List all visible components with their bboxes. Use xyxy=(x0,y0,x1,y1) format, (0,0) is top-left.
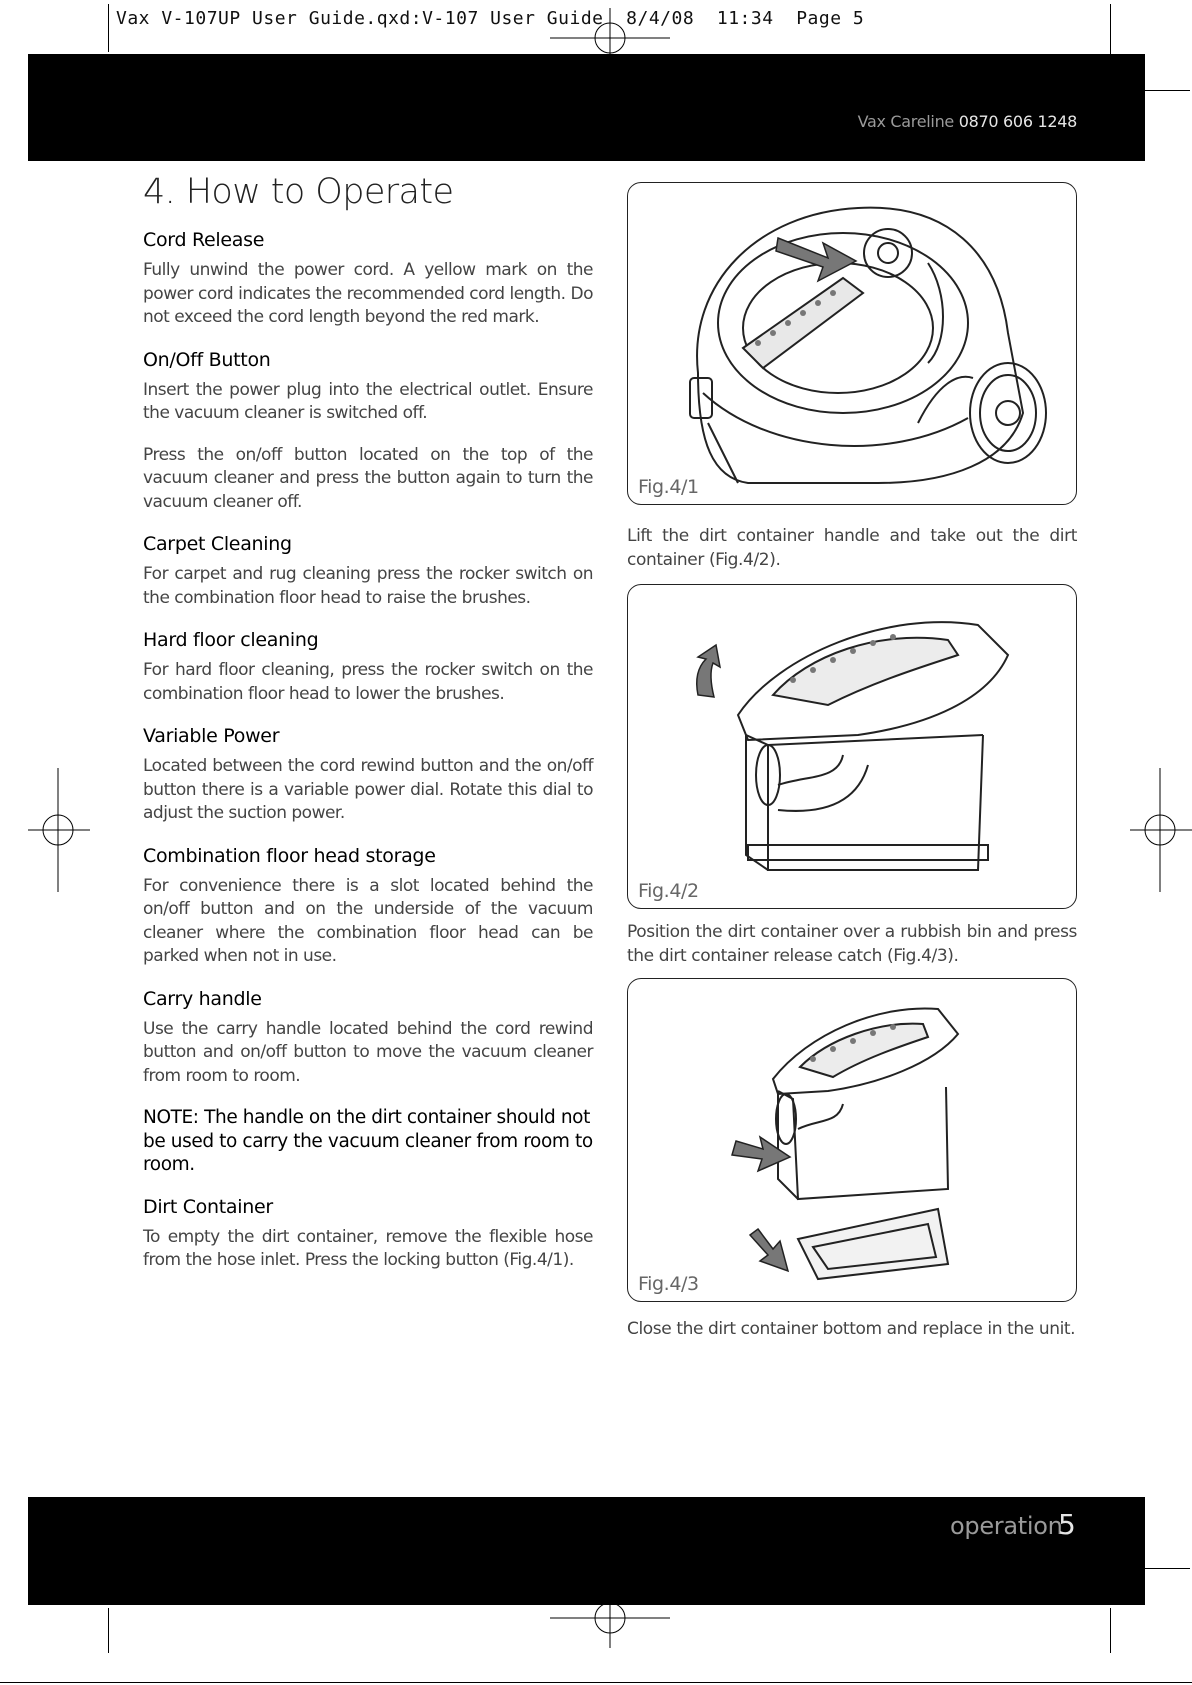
section-paragraph: Insert the power plug into the electrical outlet. Ensure the vacuum cleaner is switched off. xyxy=(143,379,593,423)
instructions-column xyxy=(143,172,593,1291)
section-dirt-container xyxy=(143,1195,593,1273)
section-heading: Dirt Container xyxy=(143,1195,273,1218)
section-cord-release xyxy=(143,228,593,330)
section-heading: Cord Release xyxy=(143,229,265,251)
figures-column xyxy=(627,182,1077,1342)
vacuum-cleaner-top-view-illustration xyxy=(628,183,1076,504)
section-heading: Hard floor cleaning xyxy=(143,629,319,651)
section-heading: Carpet Cleaning xyxy=(143,533,292,555)
figure-label: Fig.4/2 xyxy=(638,880,699,902)
section-paragraph: Fully unwind the power cord. A yellow mark on the power cord indicates the recommended cord length. Do not exceed the cord length beyond the red mark. xyxy=(143,260,593,327)
crop-mark xyxy=(108,1608,109,1653)
careline-label: Vax Careline xyxy=(857,112,954,131)
section-carpet-cleaning xyxy=(143,532,593,610)
page-number: 5 xyxy=(1058,1508,1076,1541)
crop-mark xyxy=(0,1682,1192,1683)
registration-mark-icon xyxy=(1130,768,1192,892)
figure-4-2 xyxy=(627,584,1077,909)
figure-caption: Lift the dirt container handle and take out the dirt container (Fig.4/2). xyxy=(627,526,1077,570)
section-heading: Carry handle xyxy=(143,987,262,1010)
safety-note: NOTE: The handle on the dirt container should not be used to carry the vacuum cleaner from room to room. xyxy=(143,1107,593,1175)
section-paragraph: Located between the cord rewind button and the on/off button there is a variable power dial. Rotate this dial to adjust the suction power. xyxy=(143,756,593,823)
figure-4-1 xyxy=(627,182,1077,505)
footer-section-word: operation xyxy=(950,1512,1063,1540)
section-variable-power xyxy=(143,724,593,826)
figure-label: Fig.4/1 xyxy=(638,476,699,498)
dirt-container-removal-illustration xyxy=(628,585,1076,908)
section-paragraph: Press the on/off button located on the top of the vacuum cleaner and press the button again to turn the vacuum cleaner off. xyxy=(143,444,593,512)
section-heading: Combination floor head storage xyxy=(143,844,436,867)
registration-mark-icon xyxy=(28,768,90,892)
crop-mark xyxy=(108,4,109,52)
figure-caption: Position the dirt container over a rubbish bin and press the dirt container release catch (Fig.4/3). xyxy=(627,922,1077,966)
section-paragraph: For hard floor cleaning, press the rocker switch on the combination floor head to lower the brushes. xyxy=(143,660,593,704)
dirt-container-emptying-illustration xyxy=(628,979,1076,1301)
figure-label: Fig.4/3 xyxy=(638,1273,699,1295)
section-paragraph: For convenience there is a slot located behind the on/off button and on the underside of the vacuum cleaner where the combination floor head can be parked when not in use. xyxy=(143,875,593,966)
section-paragraph: To empty the dirt container, remove the flexible hose from the hose inlet. Press the locking button (Fig.4/1). xyxy=(143,1226,593,1270)
print-slug-line: Vax V-107UP User Guide.qxd:V-107 User Guide 8/4/08 11:34 Page 5 xyxy=(116,8,865,29)
section-on-off-button xyxy=(143,348,593,515)
careline-info xyxy=(858,112,1077,131)
section-carry-handle xyxy=(143,987,593,1089)
page-title: 4. How to Operate xyxy=(143,172,454,212)
section-hard-floor-cleaning xyxy=(143,628,593,706)
section-heading: On/Off Button xyxy=(143,348,271,371)
section-paragraph: For carpet and rug cleaning press the rocker switch on the combination floor head to raise the brushes. xyxy=(143,564,593,608)
section-floor-head-storage xyxy=(143,844,593,969)
figure-4-3 xyxy=(627,978,1077,1302)
careline-number: 0870 606 1248 xyxy=(958,112,1077,131)
crop-mark xyxy=(1110,1608,1111,1653)
section-heading: Variable Power xyxy=(143,725,280,747)
section-paragraph: Use the carry handle located behind the cord rewind button and on/off button to move the vacuum cleaner from room to room. xyxy=(143,1018,593,1086)
header-band xyxy=(28,54,1145,161)
figure-caption: Close the dirt container bottom and replace in the unit. xyxy=(627,1319,1076,1339)
